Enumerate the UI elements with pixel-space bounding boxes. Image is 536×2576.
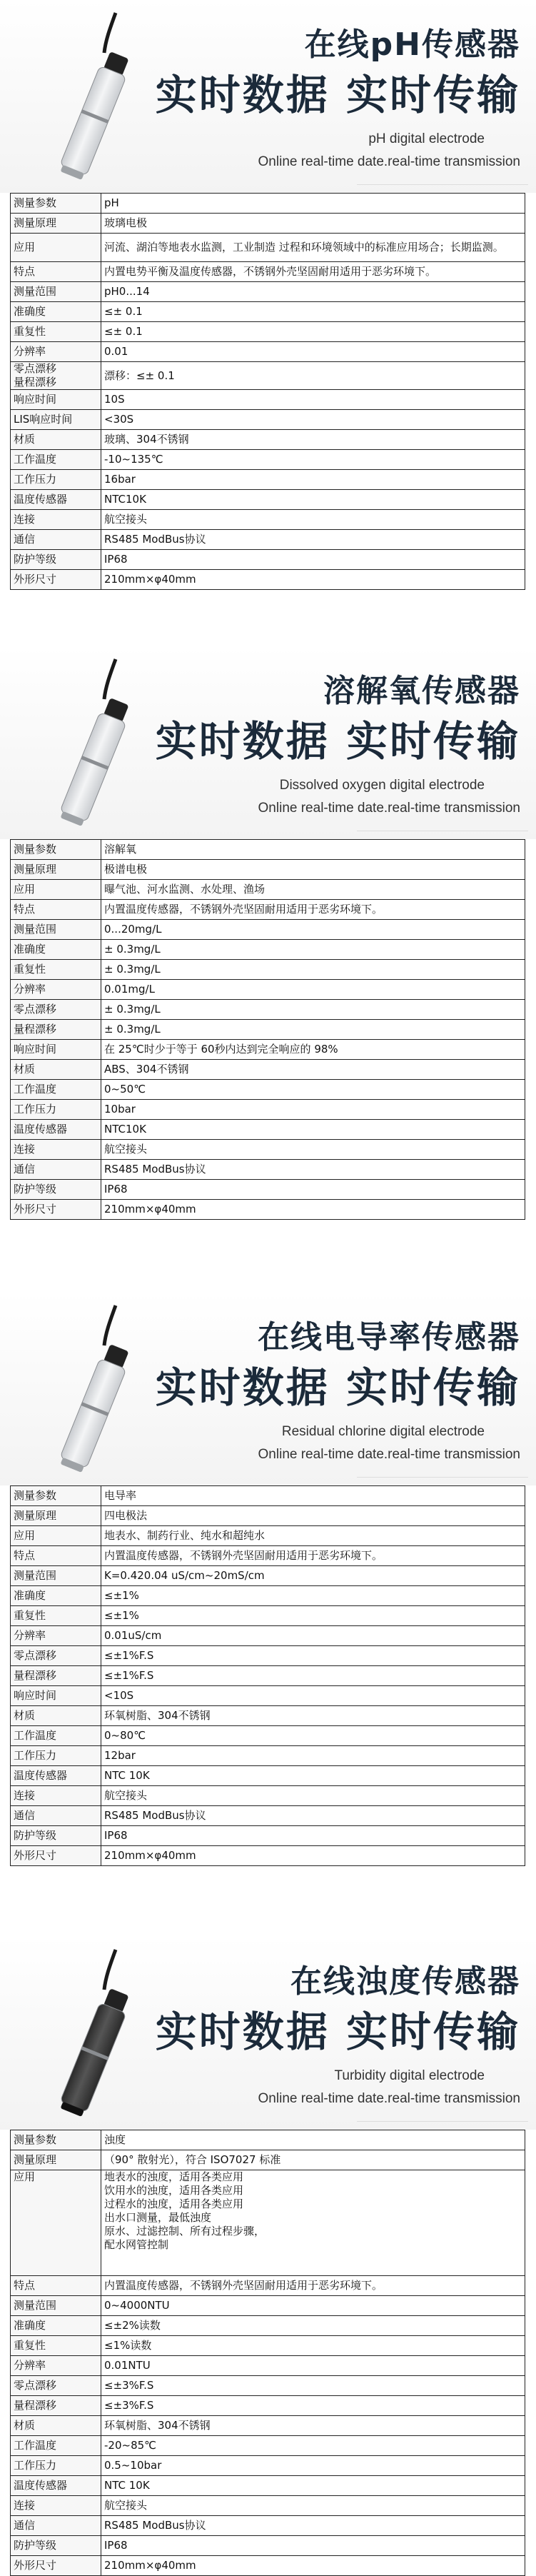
spec-row <box>11 900 525 920</box>
spec-key: 量程漂移 <box>11 1020 101 1040</box>
spec-table <box>10 1485 525 1866</box>
product-slogan-en: Online real-time date.real-time transmission <box>258 2091 520 2106</box>
spec-row <box>11 1606 525 1626</box>
spec-row <box>11 2476 525 2496</box>
spec-row <box>11 1526 525 1546</box>
spec-row <box>11 2376 525 2396</box>
spec-value: 0...20mg/L <box>101 920 525 940</box>
spec-value: 航空接头 <box>101 2496 525 2516</box>
spec-value: 环氧树脂、304不锈钢 <box>101 2416 525 2436</box>
product-hero <box>0 646 536 839</box>
spec-row <box>11 490 525 510</box>
spec-key: 零点漂移 <box>11 1000 101 1020</box>
spec-value: ± 0.3mg/L <box>101 1000 525 1020</box>
spec-value: ≤±3%F.S <box>101 2396 525 2416</box>
spec-value: pH <box>101 194 525 214</box>
spec-value: 内置温度传感器，不锈钢外壳坚固耐用适用于恶劣环境下。 <box>101 900 525 920</box>
spec-row <box>11 1686 525 1706</box>
spec-key: 准确度 <box>11 1586 101 1606</box>
spec-key: 材质 <box>11 1060 101 1080</box>
hero-divider <box>357 184 528 185</box>
spec-value: ≤1%读数 <box>101 2336 525 2356</box>
spec-key: 测量原理 <box>11 860 101 880</box>
hero-divider <box>357 1477 528 1478</box>
spec-key: 特点 <box>11 262 101 282</box>
product-slogan: 实时数据 实时传输 <box>155 1363 520 1412</box>
spec-value: ≤±1% <box>101 1606 525 1626</box>
spec-key: 防护等级 <box>11 1826 101 1846</box>
spec-value: NTC 10K <box>101 2476 525 2496</box>
spec-value: 溶解氧 <box>101 840 525 860</box>
product-subtitle-en: Turbidity digital electrode <box>334 2068 485 2083</box>
spec-value: 10bar <box>101 1100 525 1120</box>
spec-row <box>11 234 525 262</box>
spec-row <box>11 840 525 860</box>
spec-row <box>11 880 525 900</box>
spec-value: 河流、湖泊等地表水监测，工业制造 过程和环境领域中的标准应用场合；长期监测。 <box>101 234 525 262</box>
spec-key: 零点漂移 <box>11 2376 101 2396</box>
spec-value: 210mm×φ40mm <box>101 1846 525 1866</box>
spec-value: 0.5~10bar <box>101 2456 525 2476</box>
spec-key: 准确度 <box>11 940 101 960</box>
spec-key: 外形尺寸 <box>11 1200 101 1220</box>
spec-value: <30S <box>101 410 525 430</box>
spec-row <box>11 1646 525 1666</box>
spec-value: （90° 散射光），符合 ISO7027 标准 <box>101 2150 525 2170</box>
spec-value: 16bar <box>101 470 525 490</box>
spec-value: ≤± 0.1 <box>101 302 525 322</box>
spec-value: IP68 <box>101 2536 525 2556</box>
spec-value: 12bar <box>101 1746 525 1766</box>
spec-key: 通信 <box>11 1806 101 1826</box>
spec-key: 分辨率 <box>11 980 101 1000</box>
spec-row <box>11 1140 525 1160</box>
product-section <box>0 1293 536 1866</box>
spec-value: 玻璃电极 <box>101 214 525 234</box>
spec-key: 外形尺寸 <box>11 1846 101 1866</box>
spec-key: 工作压力 <box>11 1100 101 1120</box>
spec-key: 重复性 <box>11 960 101 980</box>
spec-key: 防护等级 <box>11 550 101 570</box>
spec-key: 测量参数 <box>11 2130 101 2150</box>
spec-key: 测量参数 <box>11 194 101 214</box>
spec-value: 内置温度传感器，不锈钢外壳坚固耐用适用于恶劣环境下。 <box>101 2276 525 2296</box>
spec-table <box>10 193 525 590</box>
spec-value: 0~50℃ <box>101 1080 525 1100</box>
spec-row <box>11 1586 525 1606</box>
spec-value: 航空接头 <box>101 1140 525 1160</box>
spec-key: 量程漂移 <box>11 1666 101 1686</box>
spec-row <box>11 470 525 490</box>
spec-row <box>11 2496 525 2516</box>
spec-value: 210mm×φ40mm <box>101 2556 525 2576</box>
product-slogan: 实时数据 实时传输 <box>155 717 520 766</box>
spec-value: 极谱电极 <box>101 860 525 880</box>
spec-row <box>11 920 525 940</box>
spec-key: 连接 <box>11 2496 101 2516</box>
spec-key: 温度传感器 <box>11 1120 101 1140</box>
spec-value: 航空接头 <box>101 510 525 530</box>
spec-key: 应用 <box>11 880 101 900</box>
spec-row <box>11 2130 525 2150</box>
spec-key: 连接 <box>11 1140 101 1160</box>
spec-key: 测量原理 <box>11 1506 101 1526</box>
spec-row <box>11 1626 525 1646</box>
spec-row <box>11 1666 525 1686</box>
spec-row <box>11 1566 525 1586</box>
spec-row <box>11 1120 525 1140</box>
spec-value: ≤±1% <box>101 1586 525 1606</box>
product-section <box>0 1937 536 2576</box>
spec-row <box>11 2356 525 2376</box>
spec-key: 外形尺寸 <box>11 2556 101 2576</box>
product-slogan-en: Online real-time date.real-time transmission <box>258 801 520 816</box>
spec-row <box>11 1846 525 1866</box>
spec-key: 零点漂移 量程漂移 <box>11 362 101 390</box>
spec-key: 特点 <box>11 900 101 920</box>
spec-row <box>11 1486 525 1506</box>
spec-value: 0~80℃ <box>101 1726 525 1746</box>
spec-row <box>11 510 525 530</box>
spec-row <box>11 2536 525 2556</box>
spec-key: 测量范围 <box>11 1566 101 1586</box>
spec-value: <10S <box>101 1686 525 1706</box>
spec-row <box>11 2150 525 2170</box>
spec-value: IP68 <box>101 550 525 570</box>
spec-key: 测量范围 <box>11 282 101 302</box>
spec-value: 曝气池、河水监测、水处理、渔场 <box>101 880 525 900</box>
spec-value: ≤± 0.1 <box>101 322 525 342</box>
spec-key: 准确度 <box>11 2316 101 2336</box>
spec-key: 重复性 <box>11 322 101 342</box>
spec-row <box>11 262 525 282</box>
product-slogan-en: Online real-time date.real-time transmission <box>258 154 520 169</box>
spec-row <box>11 1200 525 1220</box>
spec-value: ≤±2%读数 <box>101 2316 525 2336</box>
spec-row <box>11 2416 525 2436</box>
spec-row <box>11 342 525 362</box>
spec-row <box>11 2296 525 2316</box>
spec-row <box>11 430 525 450</box>
spec-value: NTC10K <box>101 490 525 510</box>
spec-key: 测量原理 <box>11 214 101 234</box>
spec-key: 准确度 <box>11 302 101 322</box>
product-slogan: 实时数据 实时传输 <box>155 71 520 119</box>
spec-value: 漂移：≤± 0.1 <box>101 362 525 390</box>
product-title: 在线pH传感器 <box>304 26 520 63</box>
spec-row <box>11 2436 525 2456</box>
spec-value: ≤±1%F.S <box>101 1646 525 1666</box>
spec-row <box>11 1726 525 1746</box>
hero-divider <box>357 2121 528 2122</box>
spec-row <box>11 1100 525 1120</box>
spec-value: 地表水的浊度，适用各类应用 饮用水的浊度，适用各类应用 过程水的浊度，适用各类应用 出水口测量，最低浊度 原水、过滤控制、所有过程步骤， 配水网管控制 <box>101 2170 525 2276</box>
spec-key: 工作压力 <box>11 470 101 490</box>
spec-row <box>11 2336 525 2356</box>
spec-value: ± 0.3mg/L <box>101 1020 525 1040</box>
spec-key: 通信 <box>11 2516 101 2536</box>
spec-key: 分辨率 <box>11 342 101 362</box>
spec-row <box>11 194 525 214</box>
spec-row <box>11 2516 525 2536</box>
spec-key: 工作温度 <box>11 1726 101 1746</box>
spec-key: 材质 <box>11 430 101 450</box>
spec-key: 通信 <box>11 530 101 550</box>
spec-value: 电导率 <box>101 1486 525 1506</box>
spec-key: 外形尺寸 <box>11 570 101 590</box>
product-subtitle-en: Residual chlorine digital electrode <box>281 1424 485 1439</box>
product-hero <box>0 0 536 193</box>
spec-key: 重复性 <box>11 2336 101 2356</box>
spec-value: 航空接头 <box>101 1786 525 1806</box>
product-title: 在线电导率传感器 <box>258 1319 520 1355</box>
spec-key: 测量范围 <box>11 2296 101 2316</box>
spec-value: -10~135℃ <box>101 450 525 470</box>
spec-value: ≤±1%F.S <box>101 1666 525 1686</box>
spec-key: 响应时间 <box>11 390 101 410</box>
spec-key: 防护等级 <box>11 1180 101 1200</box>
spec-key: 重复性 <box>11 1606 101 1626</box>
spec-key: 特点 <box>11 1546 101 1566</box>
spec-value: RS485 ModBus协议 <box>101 530 525 550</box>
spec-row <box>11 980 525 1000</box>
spec-row <box>11 1180 525 1200</box>
spec-key: 工作温度 <box>11 450 101 470</box>
spec-row <box>11 1506 525 1526</box>
product-section <box>0 0 536 590</box>
spec-value: RS485 ModBus协议 <box>101 1160 525 1180</box>
spec-row <box>11 570 525 590</box>
spec-row <box>11 410 525 430</box>
spec-key: 连接 <box>11 1786 101 1806</box>
spec-row <box>11 2316 525 2336</box>
spec-value: 环氧树脂、304不锈钢 <box>101 1706 525 1726</box>
spec-value: 浊度 <box>101 2130 525 2150</box>
spec-row <box>11 2456 525 2476</box>
spec-row <box>11 1786 525 1806</box>
spec-row <box>11 550 525 570</box>
spec-value: ≤±3%F.S <box>101 2376 525 2396</box>
spec-key: 应用 <box>11 1526 101 1546</box>
spec-key: 测量范围 <box>11 920 101 940</box>
spec-row <box>11 1000 525 1020</box>
spec-key: 零点漂移 <box>11 1646 101 1666</box>
spec-row <box>11 940 525 960</box>
spec-value: 在 25℃时少于等于 60秒内达到完全响应的 98% <box>101 1040 525 1060</box>
spec-key: 应用 <box>11 2170 101 2276</box>
spec-value: ± 0.3mg/L <box>101 960 525 980</box>
spec-value: 0.01NTU <box>101 2356 525 2376</box>
spec-key: 温度传感器 <box>11 2476 101 2496</box>
spec-value: 0.01mg/L <box>101 980 525 1000</box>
product-hero <box>0 1937 536 2130</box>
spec-value: ± 0.3mg/L <box>101 940 525 960</box>
spec-key: 分辨率 <box>11 2356 101 2376</box>
spec-row <box>11 362 525 390</box>
spec-value: ABS、304不锈钢 <box>101 1060 525 1080</box>
spec-value: K=0.420.04 uS/cm~20mS/cm <box>101 1566 525 1586</box>
spec-row <box>11 860 525 880</box>
product-section <box>0 646 536 1220</box>
spec-row <box>11 1060 525 1080</box>
spec-row <box>11 302 525 322</box>
spec-row <box>11 960 525 980</box>
spec-row <box>11 2276 525 2296</box>
spec-value: RS485 ModBus协议 <box>101 2516 525 2536</box>
spec-key: 工作压力 <box>11 2456 101 2476</box>
product-title: 溶解氧传感器 <box>323 673 520 709</box>
spec-key: 测量原理 <box>11 2150 101 2170</box>
spec-row <box>11 390 525 410</box>
spec-key: 应用 <box>11 234 101 262</box>
spec-row <box>11 1020 525 1040</box>
spec-key: 响应时间 <box>11 1686 101 1706</box>
spec-key: 工作压力 <box>11 1746 101 1766</box>
spec-table <box>10 2130 525 2576</box>
spec-row <box>11 2556 525 2576</box>
spec-key: 连接 <box>11 510 101 530</box>
spec-value: 0.01 <box>101 342 525 362</box>
spec-table <box>10 839 525 1220</box>
product-subtitle-en: Dissolved oxygen digital electrode <box>279 778 485 793</box>
spec-key: 特点 <box>11 2276 101 2296</box>
spec-key: 温度传感器 <box>11 490 101 510</box>
spec-row <box>11 1746 525 1766</box>
spec-value: NTC 10K <box>101 1766 525 1786</box>
product-subtitle-en: pH digital electrode <box>368 131 485 146</box>
product-title: 在线浊度传感器 <box>290 1963 520 2000</box>
spec-key: 测量参数 <box>11 1486 101 1506</box>
spec-row <box>11 1546 525 1566</box>
spec-value: 地表水、制药行业、纯水和超纯水 <box>101 1526 525 1546</box>
spec-value: 内置电势平衡及温度传感器，不锈钢外壳坚固耐用适用于恶劣环境下。 <box>101 262 525 282</box>
spec-value: 210mm×φ40mm <box>101 570 525 590</box>
spec-value: RS485 ModBus协议 <box>101 1806 525 1826</box>
spec-value: 210mm×φ40mm <box>101 1200 525 1220</box>
spec-key: 材质 <box>11 2416 101 2436</box>
spec-key: 材质 <box>11 1706 101 1726</box>
spec-value: 玻璃、304不锈钢 <box>101 430 525 450</box>
spec-row <box>11 1706 525 1726</box>
spec-row <box>11 530 525 550</box>
spec-value: IP68 <box>101 1826 525 1846</box>
spec-value: 0.01uS/cm <box>101 1626 525 1646</box>
spec-key: 测量参数 <box>11 840 101 860</box>
spec-value: pH0...14 <box>101 282 525 302</box>
spec-row <box>11 2170 525 2276</box>
spec-value: IP68 <box>101 1180 525 1200</box>
spec-value: 内置温度传感器，不锈钢外壳坚固耐用适用于恶劣环境下。 <box>101 1546 525 1566</box>
spec-key: 量程漂移 <box>11 2396 101 2416</box>
spec-row <box>11 450 525 470</box>
spec-value: -20~85℃ <box>101 2436 525 2456</box>
product-slogan: 实时数据 实时传输 <box>155 2008 520 2056</box>
spec-key: 分辨率 <box>11 1626 101 1646</box>
spec-row <box>11 214 525 234</box>
spec-key: 工作温度 <box>11 2436 101 2456</box>
spec-value: 10S <box>101 390 525 410</box>
spec-row <box>11 282 525 302</box>
spec-value: 0~4000NTU <box>101 2296 525 2316</box>
spec-key: 通信 <box>11 1160 101 1180</box>
spec-row <box>11 1160 525 1180</box>
spec-row <box>11 1080 525 1100</box>
spec-row <box>11 1766 525 1786</box>
spec-key: LIS响应时间 <box>11 410 101 430</box>
spec-row <box>11 2396 525 2416</box>
product-slogan-en: Online real-time date.real-time transmission <box>258 1447 520 1462</box>
spec-value: NTC10K <box>101 1120 525 1140</box>
spec-row <box>11 1826 525 1846</box>
spec-row <box>11 1040 525 1060</box>
spec-row <box>11 1806 525 1826</box>
spec-value: 四电极法 <box>101 1506 525 1526</box>
spec-key: 响应时间 <box>11 1040 101 1060</box>
product-hero <box>0 1293 536 1485</box>
spec-key: 防护等级 <box>11 2536 101 2556</box>
spec-key: 温度传感器 <box>11 1766 101 1786</box>
spec-row <box>11 322 525 342</box>
spec-key: 工作温度 <box>11 1080 101 1100</box>
